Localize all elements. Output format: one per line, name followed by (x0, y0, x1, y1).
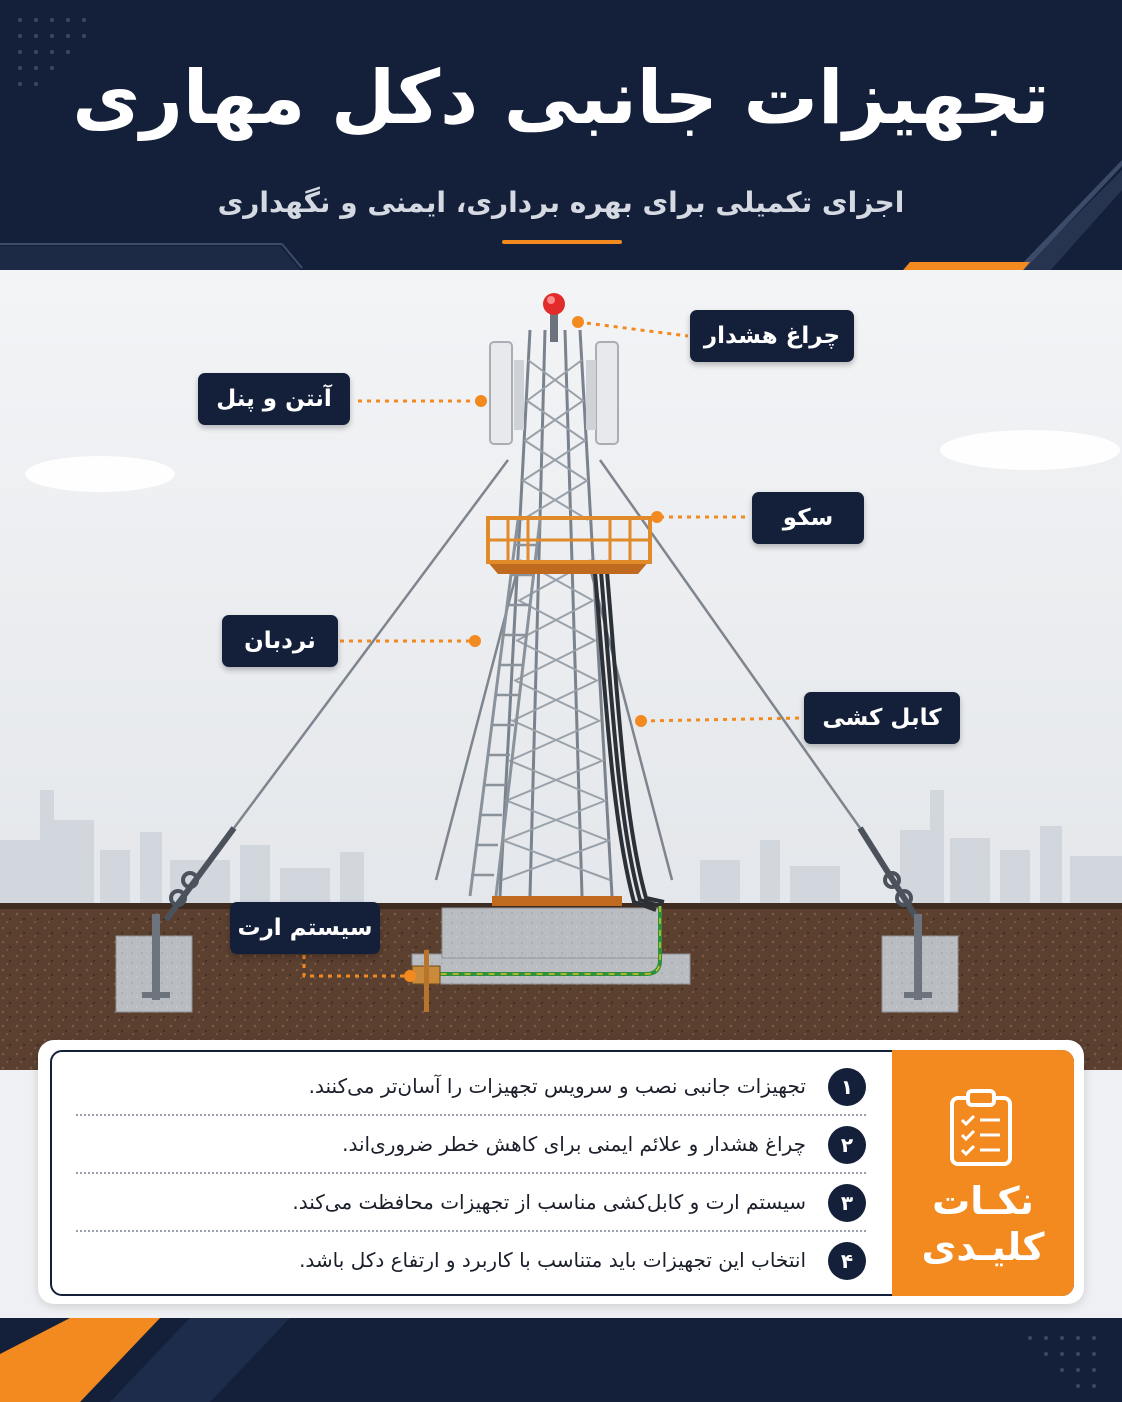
key-point-text: سیستم ارت و کابل‌کشی مناسب از تجهیزات محافظت می‌کند. (292, 1190, 806, 1214)
page-title: تجهیزات جانبی دکل مهاری (72, 55, 1050, 141)
title-underline (502, 240, 622, 244)
footer (0, 1318, 1122, 1402)
key-point-4 (66, 1234, 866, 1288)
key-point-1 (66, 1060, 866, 1114)
key-points-title (892, 1178, 1074, 1270)
key-point-number: ۲ (828, 1126, 866, 1164)
key-point-3 (66, 1176, 866, 1230)
key-point-number: ۴ (828, 1242, 866, 1280)
divider (76, 1172, 866, 1174)
warning-light (543, 293, 565, 315)
key-point-text: انتخاب این تجهیزات باید متناسب با کاربرد و ارتفاع دکل باشد. (299, 1248, 806, 1272)
header (0, 0, 1122, 282)
label-warning-light: چراغ هشدار (690, 310, 854, 362)
key-point-2 (66, 1118, 866, 1172)
label-platform: سکو (752, 492, 864, 544)
divider (76, 1230, 866, 1232)
foundation-block (442, 908, 660, 958)
key-points-box (50, 1050, 1074, 1296)
key-points-header (892, 1050, 1074, 1296)
label-ladder: نردبان (222, 615, 338, 667)
key-points-title-line2: کلیـدی (921, 1225, 1045, 1269)
key-point-text: تجهیزات جانبی نصب و سرویس تجهیزات را آسان‌تر می‌کنند. (308, 1074, 806, 1098)
divider (76, 1114, 866, 1116)
footer-decoration (0, 1318, 1122, 1402)
key-points-panel (38, 1040, 1084, 1304)
tower-illustration (0, 270, 1122, 1070)
key-point-number: ۱ (828, 1068, 866, 1106)
key-point-text: چراغ هشدار و علائم ایمنی برای کاهش خطر ضروری‌اند. (342, 1132, 806, 1156)
key-points-title-line1: نکـات (932, 1179, 1034, 1223)
page-subtitle: اجزای تکمیلی برای بهره برداری، ایمنی و نگهداری (217, 186, 905, 219)
key-point-number: ۳ (828, 1184, 866, 1222)
label-cabling: کابل کشی (804, 692, 960, 744)
label-grounding: سیستم ارت (230, 902, 380, 954)
tower-scene (0, 270, 1122, 1070)
clipboard-icon (948, 1088, 1014, 1168)
label-antenna: آنتن و پنل (198, 373, 350, 425)
